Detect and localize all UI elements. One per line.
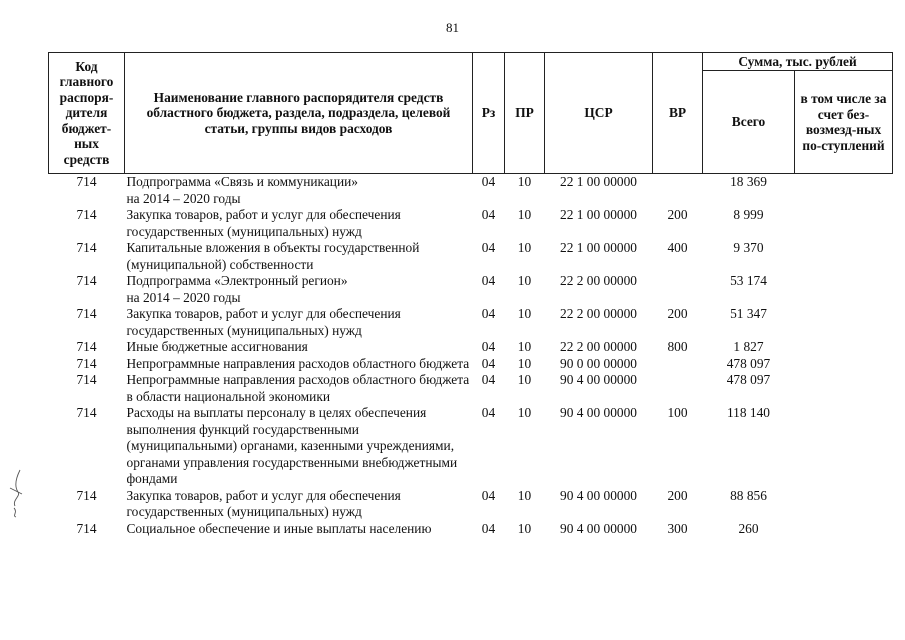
margin-scribble	[6, 468, 28, 518]
row-name: Закупка товаров, работ и услуг для обеспечения государственных (муниципальных) нужд	[126, 487, 401, 519]
row-total: 88 856	[730, 487, 767, 503]
row-rz: 04	[481, 339, 496, 354]
row-incl	[795, 405, 893, 488]
row-total: 260	[738, 520, 759, 536]
row-pr: 10	[517, 372, 532, 387]
row-vr	[653, 372, 703, 405]
table-header	[49, 53, 893, 174]
row-name: Социальное обеспечение и иные выплаты населению	[126, 520, 432, 536]
header-vr: ВР	[653, 53, 703, 174]
row-incl	[795, 207, 893, 240]
row-rz: 04	[481, 487, 496, 503]
row-incl	[795, 273, 893, 306]
row-incl	[795, 356, 893, 373]
row-vr	[653, 273, 703, 306]
row-csr: 90 4 00 00000	[560, 487, 637, 503]
row-vr: 400	[667, 240, 688, 255]
row-rz: 04	[481, 372, 496, 387]
row-rz: 04	[481, 273, 496, 288]
row-csr: 22 1 00 00000	[560, 207, 637, 222]
header-sum: Сумма, тыс. рублей	[703, 53, 893, 71]
row-code: 714	[76, 273, 97, 288]
table-body	[49, 174, 893, 538]
row-total: 118 140	[726, 405, 771, 420]
budget-table	[48, 52, 893, 537]
row-pr: 10	[517, 355, 532, 371]
row-incl	[795, 488, 893, 521]
table-row	[49, 306, 893, 339]
row-csr: 90 4 00 00000	[560, 405, 637, 420]
row-vr	[653, 174, 703, 208]
header-rz: Рз	[473, 53, 505, 174]
header-name: Наименование главного распорядителя средств областного бюджета, раздела, подраздела, целевой статьи, группы видов расходов	[125, 53, 473, 174]
row-rz: 04	[481, 520, 496, 536]
row-csr: 90 0 00 00000	[560, 355, 637, 371]
row-name: Иные бюджетные ассигнования	[126, 339, 308, 354]
row-pr: 10	[517, 273, 532, 288]
page-number: 81	[446, 20, 459, 35]
row-pr: 10	[517, 339, 532, 354]
row-vr: 200	[667, 306, 688, 321]
row-csr: 90 4 00 00000	[560, 520, 637, 536]
row-vr: 300	[667, 520, 688, 536]
row-incl	[795, 521, 893, 538]
row-pr: 10	[517, 520, 532, 536]
row-name: Непрограммные направления расходов областного бюджета в области национальной экономики	[126, 372, 470, 404]
row-pr: 10	[517, 207, 532, 222]
row-vr: 200	[667, 207, 688, 222]
row-name: Капитальные вложения в объекты государственной (муниципальной) собственности	[126, 240, 420, 272]
row-vr: 800	[667, 339, 688, 354]
table-row	[49, 273, 893, 306]
table-row	[49, 405, 893, 488]
table-row	[49, 488, 893, 521]
row-total: 18 369	[730, 174, 767, 189]
row-total: 53 174	[730, 273, 767, 288]
row-pr: 10	[517, 405, 532, 420]
table-row	[49, 207, 893, 240]
row-incl	[795, 339, 893, 356]
row-name: Закупка товаров, работ и услуг для обеспечения государственных (муниципальных) нужд	[126, 306, 401, 338]
row-rz: 04	[481, 240, 496, 255]
header-code: Код главного распоря-дителя бюджет-ных средств	[49, 53, 125, 174]
row-name: Расходы на выплаты персоналу в целях обеспечения выполнения функций государственными (муниципальными) органами, казенными учреждениями, органами управления государственными внебюджетными фондами	[126, 405, 458, 486]
row-total: 478 097	[726, 355, 771, 371]
row-name: Закупка товаров, работ и услуг для обеспечения государственных (муниципальных) нужд	[126, 207, 401, 239]
row-incl	[795, 372, 893, 405]
row-total: 1 827	[733, 339, 764, 354]
row-vr	[653, 356, 703, 373]
row-rz: 04	[481, 405, 496, 420]
row-code: 714	[76, 372, 97, 387]
row-vr: 200	[667, 487, 688, 503]
row-csr: 90 4 00 00000	[560, 372, 637, 387]
row-code: 714	[76, 487, 97, 503]
row-code: 714	[76, 355, 97, 371]
row-pr: 10	[517, 174, 532, 189]
row-code: 714	[76, 207, 97, 222]
header-total: Всего	[703, 71, 795, 174]
header-incl: в том числе за счет без-возмезд-ных по-ступлений	[795, 71, 893, 174]
row-code: 714	[76, 405, 97, 420]
row-total: 51 347	[730, 306, 767, 321]
row-rz: 04	[481, 174, 496, 189]
table-row	[49, 339, 893, 356]
table-row	[49, 174, 893, 208]
row-code: 714	[76, 306, 97, 321]
row-pr: 10	[517, 306, 532, 321]
row-name: Непрограммные направления расходов областного бюджета	[126, 355, 470, 371]
row-csr: 22 2 00 00000	[560, 306, 637, 321]
header-pr: ПР	[505, 53, 545, 174]
row-csr: 22 1 00 00000	[560, 174, 637, 189]
row-name: Подпрограмма «Электронный регион» на 2014 – 2020 годы	[126, 273, 348, 305]
row-total: 8 999	[733, 207, 764, 222]
row-csr: 22 2 00 00000	[560, 273, 637, 288]
row-vr: 100	[667, 405, 688, 420]
row-csr: 22 1 00 00000	[560, 240, 637, 255]
table-row	[49, 240, 893, 273]
row-code: 714	[76, 174, 97, 189]
row-code: 714	[76, 339, 97, 354]
row-pr: 10	[517, 240, 532, 255]
row-name: Подпрограмма «Связь и коммуникации» на 2014 – 2020 годы	[126, 174, 358, 206]
row-incl	[795, 240, 893, 273]
row-rz: 04	[481, 355, 496, 371]
row-total: 9 370	[733, 240, 764, 255]
table-row	[49, 521, 893, 538]
row-incl	[795, 174, 893, 208]
table-row	[49, 356, 893, 373]
row-pr: 10	[517, 487, 532, 503]
header-csr: ЦСР	[545, 53, 653, 174]
row-total: 478 097	[726, 372, 771, 387]
row-incl	[795, 306, 893, 339]
row-csr: 22 2 00 00000	[560, 339, 637, 354]
row-rz: 04	[481, 207, 496, 222]
row-rz: 04	[481, 306, 496, 321]
table-row	[49, 372, 893, 405]
row-code: 714	[76, 240, 97, 255]
row-code: 714	[76, 520, 97, 536]
